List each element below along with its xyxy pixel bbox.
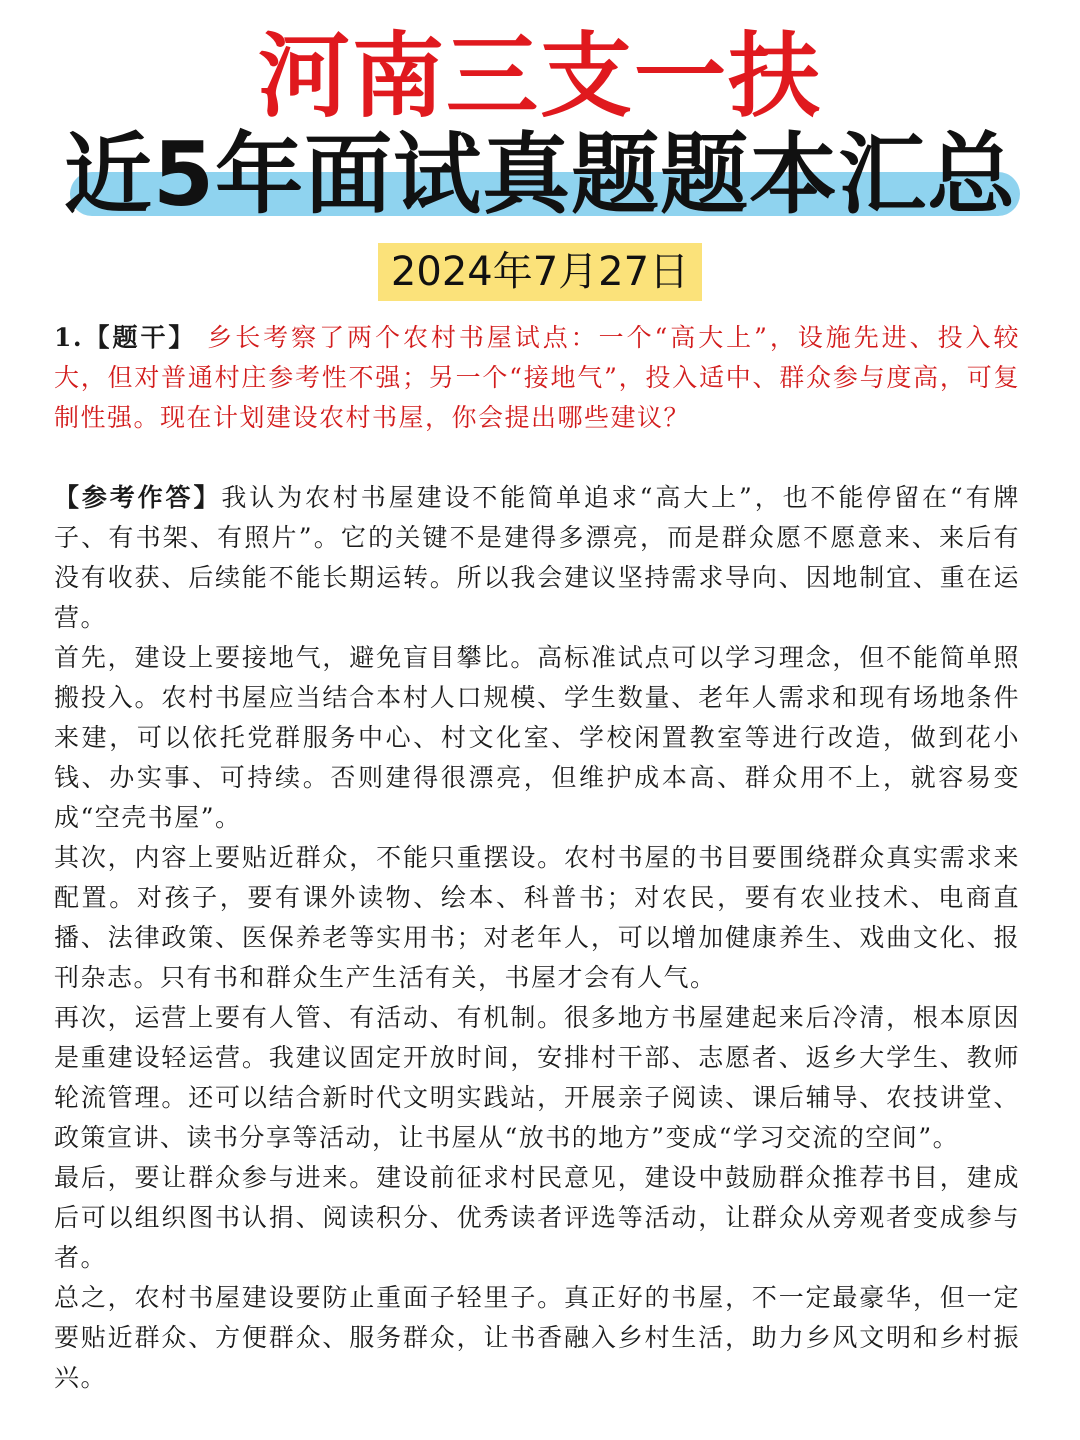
subtitle-block: [0, 122, 1080, 232]
answer-text: 我认为农村书屋建设不能简单追求“高大上”，也不能停留在“有牌子、有书架、有照片”。它的关键不是建得多漂亮，而是群众愿不愿意来、来后有没有收获、后续能不能长期运转。所以我会建议坚持需求导向、因地制宜、重在运营。: [54, 483, 1020, 632]
date-badge: 2024年7月27日: [378, 243, 702, 301]
question-text: 乡长考察了两个农村书屋试点：一个“高大上”，设施先进、投入较大，但对普通村庄参考性不强；另一个“接地气”，投入适中、群众参与度高，可复制性强。现在计划建设农村书屋，你会提出哪些建议？: [54, 323, 1020, 432]
title-sub: 近5年面试真题题本汇总: [63, 123, 1017, 226]
answer-paragraph: 首先，建设上要接地气，避免盲目攀比。高标准试点可以学习理念，但不能简单照搬投入。农村书屋应当结合本村人口规模、学生数量、老年人需求和现有场地条件来建，可以依托党群服务中心、村文化室、学校闲置教室等进行改造，做到花小钱、办实事、可持续。否则建得很漂亮，但维护成本高、群众用不上，就容易变成“空壳书屋”。: [54, 643, 1020, 832]
question-label: 【题干】: [83, 323, 197, 352]
answer-paragraph: 其次，内容上要贴近群众，不能只重摆设。农村书屋的书目要围绕群众真实需求来配置。对孩子，要有课外读物、绘本、科普书；对农民，要有农业技术、电商直播、法律政策、医保养老等实用书；对老年人，可以增加健康养生、戏曲文化、报刊杂志。只有书和群众生产生活有关，书屋才会有人气。: [54, 843, 1020, 992]
answer-paragraph: 总之，农村书屋建设要防止重面子轻里子。真正好的书屋，不一定最豪华，但一定要贴近群众、方便群众、服务群众，让书香融入乡村生活，助力乡风文明和乡村振兴。: [54, 1283, 1020, 1392]
title-main: 河南三支一扶: [257, 23, 822, 130]
answer-paragraph: 最后，要让群众参与进来。建设前征求村民意见，建设中鼓励群众推荐书目，建成后可以组织图书认捐、阅读积分、优秀读者评选等活动，让群众从旁观者变成参与者。: [54, 1163, 1020, 1272]
spacer: [54, 438, 1020, 478]
question-paragraph: [54, 318, 1020, 438]
content-body: [54, 318, 1020, 1398]
answer-label: 【参考作答】: [54, 483, 222, 512]
answer-paragraph: [54, 478, 1020, 638]
answer-paragraph: 再次，运营上要有人管、有活动、有机制。很多地方书屋建起来后冷清，根本原因是重建设轻运营。我建议固定开放时间，安排村干部、志愿者、返乡大学生、教师轮流管理。还可以结合新时代文明实践站，开展亲子阅读、课后辅导、农技讲堂、政策宣讲、读书分享等活动，让书屋从“放书的地方”变成“学习交流的空间”。: [54, 1003, 1020, 1152]
question-number: 1.: [54, 323, 84, 352]
